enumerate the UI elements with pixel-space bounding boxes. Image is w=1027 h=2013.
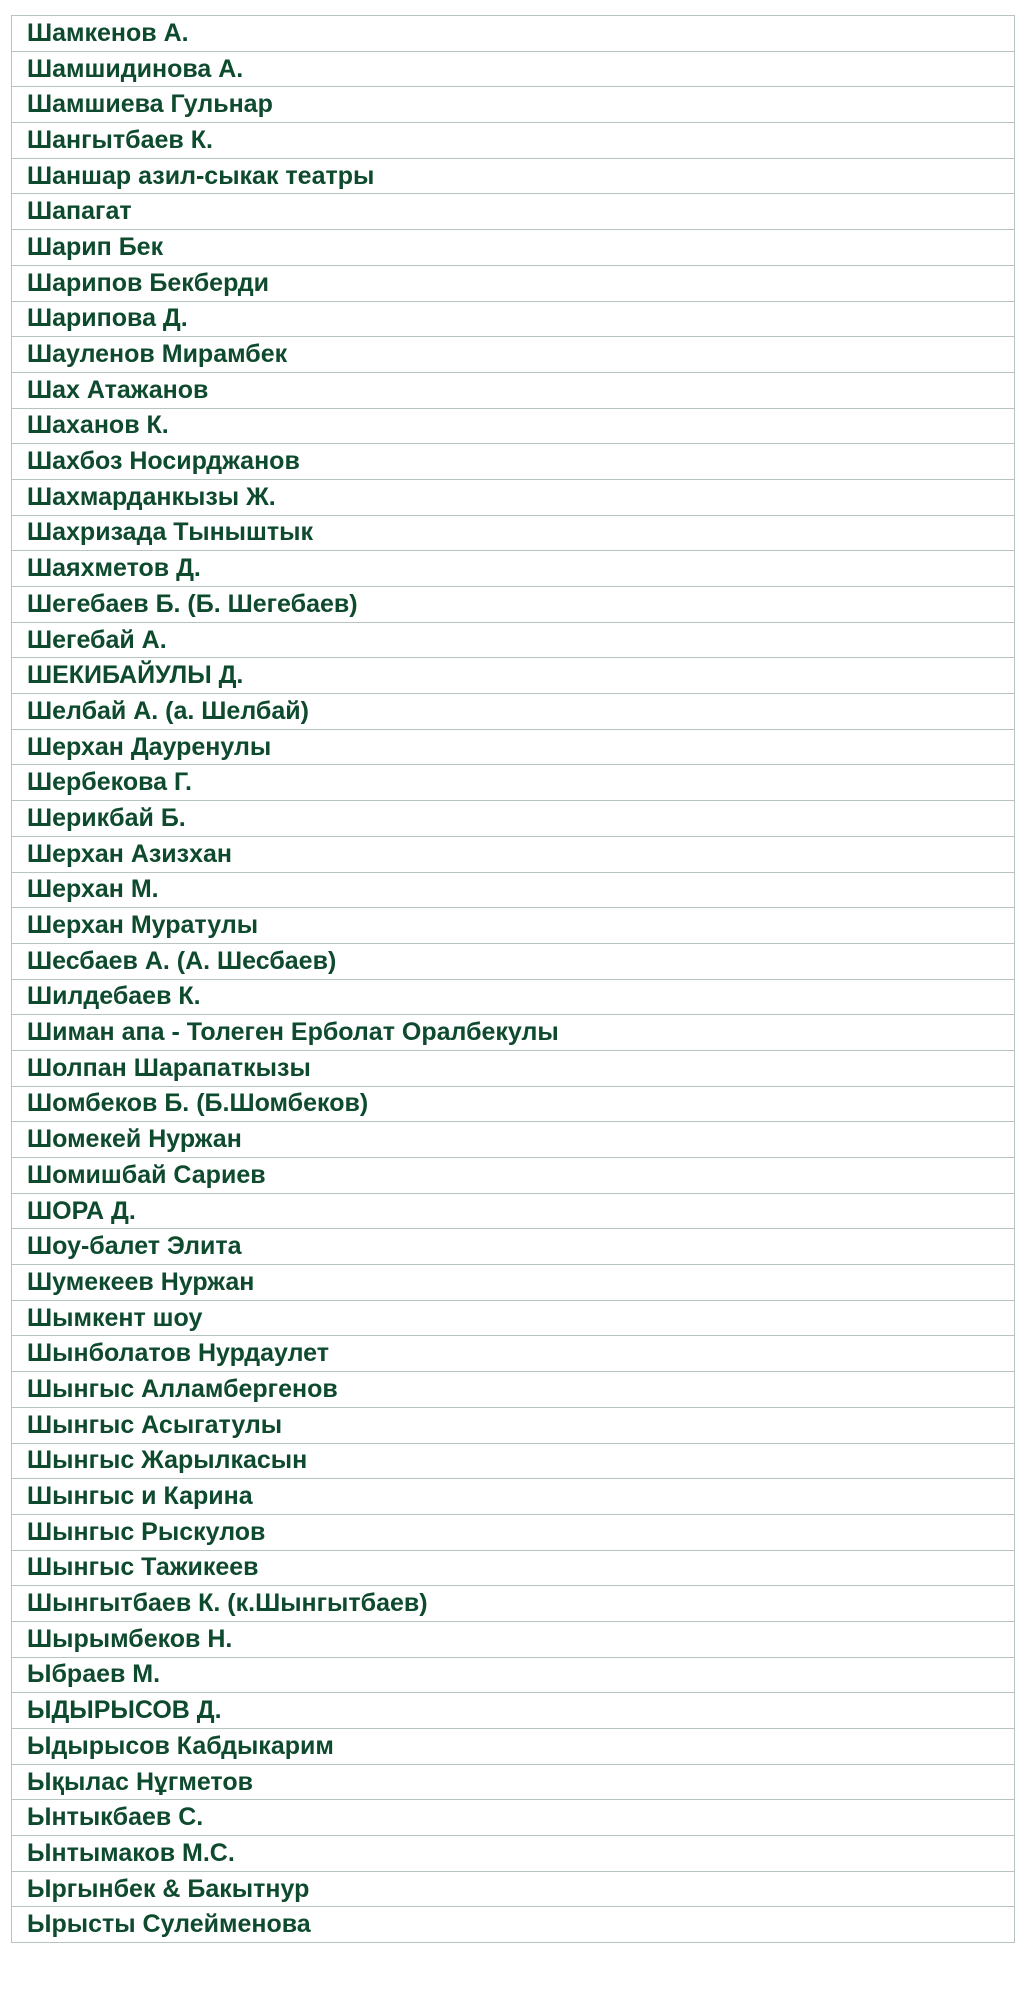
name-cell: Шахбоз Носирджанов: [12, 444, 1015, 480]
table-row: [12, 658, 1015, 694]
name-list-table: [11, 15, 1015, 1943]
table-row: [12, 515, 1015, 551]
name-cell: Шегебаев Б. (Б. Шегебаев): [12, 587, 1015, 623]
name-cell: Шолпан Шарапаткызы: [12, 1050, 1015, 1086]
name-cell: ШЕКИБАЙУЛЫ Д.: [12, 658, 1015, 694]
table-row: [12, 1907, 1015, 1943]
table-row: [12, 801, 1015, 837]
name-cell: Шиман апа - Толеген Ерболат Оралбекулы: [12, 1015, 1015, 1051]
table-row: [12, 1800, 1015, 1836]
name-cell: Шесбаев А. (А. Шесбаев): [12, 943, 1015, 979]
table-row: [12, 1300, 1015, 1336]
table-row: [12, 301, 1015, 337]
table-row: [12, 1336, 1015, 1372]
name-cell: Шынгыс и Карина: [12, 1479, 1015, 1515]
name-cell: Ыбраев М.: [12, 1657, 1015, 1693]
name-cell: Ықылас Нұгметов: [12, 1764, 1015, 1800]
name-cell: Шерхан Муратулы: [12, 908, 1015, 944]
name-cell: Шынболатов Нурдаулет: [12, 1336, 1015, 1372]
table-row: [12, 1621, 1015, 1657]
name-cell: Шынгытбаев К. (к.Шынгытбаев): [12, 1586, 1015, 1622]
table-row: [12, 1372, 1015, 1408]
name-cell: Шарипова Д.: [12, 301, 1015, 337]
table-row: [12, 1265, 1015, 1301]
name-cell: Шарипов Бекберди: [12, 265, 1015, 301]
name-cell: Шоу-балет Элита: [12, 1229, 1015, 1265]
table-row: [12, 1086, 1015, 1122]
table-row: [12, 158, 1015, 194]
name-cell: Шырымбеков Н.: [12, 1621, 1015, 1657]
name-cell: Шапагат: [12, 194, 1015, 230]
name-cell: ЫДЫРЫСОВ Д.: [12, 1693, 1015, 1729]
table-row: [12, 337, 1015, 373]
name-cell: Шарип Бек: [12, 230, 1015, 266]
table-row: [12, 943, 1015, 979]
table-row: [12, 1158, 1015, 1194]
table-row: [12, 1693, 1015, 1729]
name-cell: Шах Атажанов: [12, 372, 1015, 408]
table-row: [12, 1479, 1015, 1515]
table-row: [12, 551, 1015, 587]
table-row: [12, 1871, 1015, 1907]
name-cell: Ырысты Сулейменова: [12, 1907, 1015, 1943]
table-row: [12, 408, 1015, 444]
name-cell: Ынтыкбаев С.: [12, 1800, 1015, 1836]
table-row: [12, 230, 1015, 266]
name-cell: Шаяхметов Д.: [12, 551, 1015, 587]
table-row: [12, 265, 1015, 301]
name-cell: Шумекеев Нуржан: [12, 1265, 1015, 1301]
table-row: [12, 1407, 1015, 1443]
table-row: [12, 1514, 1015, 1550]
name-cell: Шерхан Азизхан: [12, 836, 1015, 872]
name-cell: Шерхан Дауренулы: [12, 729, 1015, 765]
table-row: [12, 1193, 1015, 1229]
name-cell: Шомбеков Б. (Б.Шомбеков): [12, 1086, 1015, 1122]
name-cell: Шерхан М.: [12, 872, 1015, 908]
table-row: [12, 587, 1015, 623]
table-row: [12, 479, 1015, 515]
name-cell: ШОРА Д.: [12, 1193, 1015, 1229]
name-cell: Шангытбаев К.: [12, 123, 1015, 159]
table-row: [12, 694, 1015, 730]
table-row: [12, 123, 1015, 159]
name-cell: Шомекей Нуржан: [12, 1122, 1015, 1158]
name-cell: Шербекова Г.: [12, 765, 1015, 801]
name-cell: Шелбай А. (а. Шелбай): [12, 694, 1015, 730]
name-cell: Шомишбай Сариев: [12, 1158, 1015, 1194]
table-row: [12, 1443, 1015, 1479]
table-row: [12, 979, 1015, 1015]
name-cell: Шегебай А.: [12, 622, 1015, 658]
table-row: [12, 1050, 1015, 1086]
name-cell: Шерикбай Б.: [12, 801, 1015, 837]
name-cell: Шилдебаев К.: [12, 979, 1015, 1015]
table-row: [12, 1586, 1015, 1622]
table-row: [12, 372, 1015, 408]
name-cell: Шахмарданкызы Ж.: [12, 479, 1015, 515]
table-row: [12, 87, 1015, 123]
table-row: [12, 908, 1015, 944]
name-cell: Ынтымаков М.С.: [12, 1836, 1015, 1872]
name-cell: Шынгыс Жарылкасын: [12, 1443, 1015, 1479]
table-row: [12, 444, 1015, 480]
table-row: [12, 1015, 1015, 1051]
name-cell: Шамшидинова А.: [12, 51, 1015, 87]
table-row: [12, 194, 1015, 230]
table-row: [12, 1229, 1015, 1265]
table-row: [12, 729, 1015, 765]
name-cell: Шымкент шоу: [12, 1300, 1015, 1336]
name-list-body: [12, 16, 1015, 1943]
name-cell: Шахризада Тыныштык: [12, 515, 1015, 551]
table-row: [12, 1729, 1015, 1765]
table-row: [12, 1657, 1015, 1693]
name-cell: Шауленов Мирамбек: [12, 337, 1015, 373]
table-row: [12, 16, 1015, 52]
table-row: [12, 1836, 1015, 1872]
name-cell: Шынгыс Тажикеев: [12, 1550, 1015, 1586]
name-cell: Шамкенов А.: [12, 16, 1015, 52]
name-cell: Шынгыс Рыскулов: [12, 1514, 1015, 1550]
name-cell: Шаханов К.: [12, 408, 1015, 444]
table-row: [12, 622, 1015, 658]
table-row: [12, 51, 1015, 87]
table-row: [12, 872, 1015, 908]
name-cell: Шынгыс Алламбергенов: [12, 1372, 1015, 1408]
name-cell: Шынгыс Асыгатулы: [12, 1407, 1015, 1443]
table-row: [12, 1122, 1015, 1158]
name-cell: Шамшиева Гульнар: [12, 87, 1015, 123]
name-cell: Ыдырысов Кабдыкарим: [12, 1729, 1015, 1765]
name-cell: Ыргынбек & Бакытнур: [12, 1871, 1015, 1907]
table-row: [12, 1550, 1015, 1586]
table-row: [12, 1764, 1015, 1800]
name-cell: Шаншар азил-сыкак театры: [12, 158, 1015, 194]
table-row: [12, 765, 1015, 801]
table-row: [12, 836, 1015, 872]
